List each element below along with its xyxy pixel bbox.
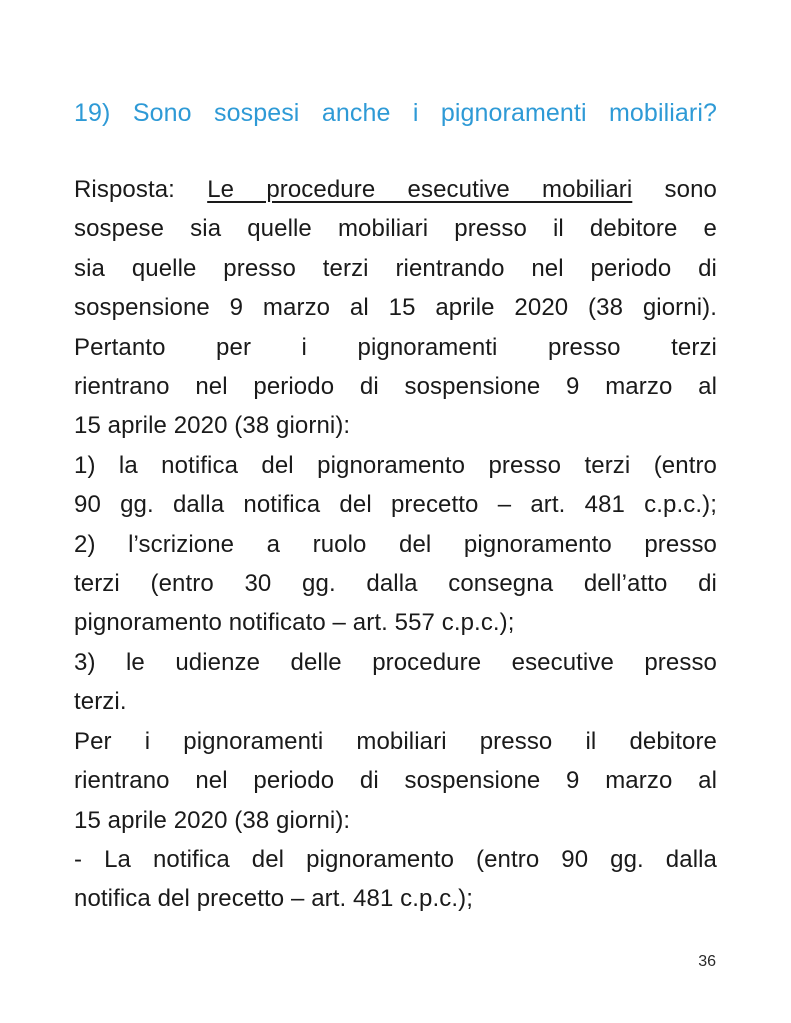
text-segment: terzi.	[74, 688, 127, 716]
question-heading: 19) Sono sospesi anche i pignoramenti mobiliari?	[74, 99, 717, 127]
text-segment: Per i pignoramenti mobiliari presso il debitore	[74, 727, 717, 755]
text-segment: 3) le udienze delle procedure esecutive presso	[74, 648, 717, 676]
text-segment: 15 aprile 2020 (38 giorni):	[74, 806, 351, 834]
answer-body-text	[74, 170, 717, 919]
text-segment: Pertanto per i pignoramenti presso terzi	[74, 333, 717, 361]
text-segment: Risposta:	[74, 176, 208, 203]
text-segment: sospensione 9 marzo al 15 aprile 2020 (38 giorni).	[74, 294, 717, 322]
body-line	[74, 446, 717, 485]
text-segment: sospese sia quelle mobiliari presso il debitore e	[74, 215, 717, 243]
page-number: 36	[698, 953, 716, 970]
text-segment: pignoramento notificato – art. 557 c.p.c.);	[74, 609, 515, 637]
underlined-phrase: Le procedure esecutive mobiliari	[207, 176, 633, 203]
body-line	[74, 406, 717, 445]
body-line	[74, 643, 717, 682]
text-segment: - La notifica del pignoramento (entro 90 gg. dalla	[74, 845, 717, 873]
body-line	[74, 879, 717, 918]
body-line	[74, 249, 717, 288]
text-segment: 1) la notifica del pignoramento presso terzi (entro	[74, 451, 717, 479]
body-line	[74, 801, 717, 840]
body-line	[74, 170, 717, 209]
body-line	[74, 682, 717, 721]
text-segment: 2) l’scrizione a ruolo del pignoramento presso	[74, 530, 717, 558]
text-segment: sia quelle presso terzi rientrando nel periodo di	[74, 254, 717, 282]
text-segment: rientrano nel periodo di sospensione 9 marzo al	[74, 767, 717, 795]
body-line	[74, 603, 717, 642]
body-line	[74, 209, 717, 248]
text-segment: notifica del precetto – art. 481 c.p.c.);	[74, 885, 473, 913]
text-segment: sono	[632, 176, 717, 203]
body-line	[74, 328, 717, 367]
body-line	[74, 761, 717, 800]
body-line	[74, 840, 717, 879]
text-segment: terzi (entro 30 gg. dalla consegna dell’atto di	[74, 570, 717, 598]
text-segment: 15 aprile 2020 (38 giorni):	[74, 412, 351, 440]
body-line	[74, 485, 717, 524]
text-segment: 90 gg. dalla notifica del precetto – art. 481 c.p.c.);	[74, 491, 717, 519]
body-line	[74, 367, 717, 406]
body-line	[74, 722, 717, 761]
text-segment: rientrano nel periodo di sospensione 9 marzo al	[74, 373, 717, 401]
body-line	[74, 564, 717, 603]
body-line	[74, 525, 717, 564]
body-line	[74, 288, 717, 327]
